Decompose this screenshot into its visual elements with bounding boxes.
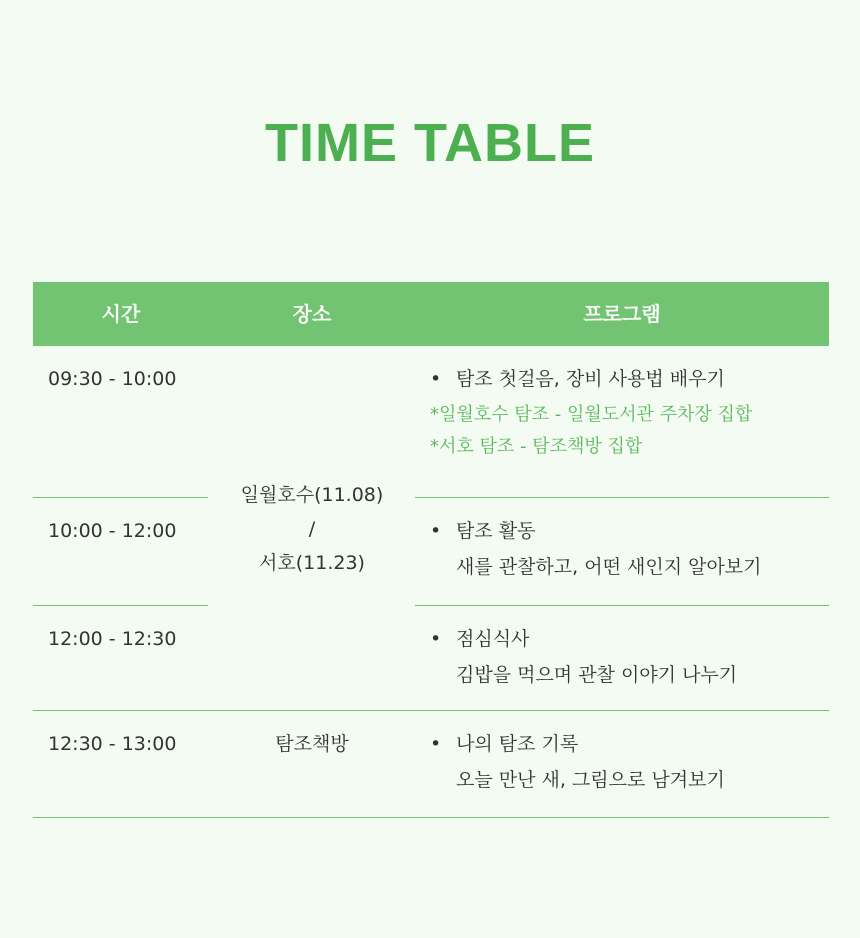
table-header <box>33 282 829 346</box>
row-3-program-title: 점심식사 <box>456 628 530 650</box>
row-divider <box>33 497 208 498</box>
row-1-program-title: 탐조 첫걸음, 장비 사용법 배우기 <box>456 368 725 390</box>
table-bottom-border <box>33 817 829 818</box>
row-4-program-desc: 오늘 만난 새, 그림으로 남겨보기 <box>456 769 725 791</box>
header-place: 장소 <box>292 302 332 326</box>
row-2-program-desc: 새를 관찰하고, 어떤 새인지 알아보기 <box>456 556 762 578</box>
bullet-icon: • <box>430 628 442 650</box>
bullet-icon: • <box>430 520 442 542</box>
row-1-note-1: *일월호수 탐조 - 일월도서관 주차장 집합 <box>430 404 753 425</box>
row-1-program <box>430 365 752 463</box>
row-1-note-2: *서호 탐조 - 탐조책방 집합 <box>430 436 643 457</box>
row-3-program <box>430 621 737 693</box>
place-merged <box>207 478 417 580</box>
header-program: 프로그램 <box>583 302 661 326</box>
bullet-icon: • <box>430 368 442 390</box>
row-divider <box>415 497 829 498</box>
row-4-program <box>430 726 725 798</box>
row-3-program-desc: 김밥을 먹으며 관찰 이야기 나누기 <box>456 664 738 686</box>
row-divider <box>33 710 829 711</box>
row-4-program-title: 나의 탐조 기록 <box>456 733 579 755</box>
place-line-1: 일월호수(11.08) <box>240 484 384 506</box>
place-line-3: 서호(11.23) <box>259 552 365 574</box>
header-time: 시간 <box>101 302 141 326</box>
row-3-time: 12:00 - 12:30 <box>48 628 177 650</box>
row-4-time: 12:30 - 13:00 <box>48 733 177 755</box>
row-4-place: 탐조책방 <box>275 733 349 755</box>
row-2-program-title: 탐조 활동 <box>456 520 536 542</box>
row-divider <box>33 605 208 606</box>
row-1-time: 09:30 - 10:00 <box>48 368 177 390</box>
row-2-program <box>430 513 762 585</box>
place-line-2: / <box>308 518 316 540</box>
bullet-icon: • <box>430 733 442 755</box>
row-divider <box>415 605 829 606</box>
page-title: TIME TABLE <box>265 113 595 173</box>
row-2-time: 10:00 - 12:00 <box>48 520 177 542</box>
